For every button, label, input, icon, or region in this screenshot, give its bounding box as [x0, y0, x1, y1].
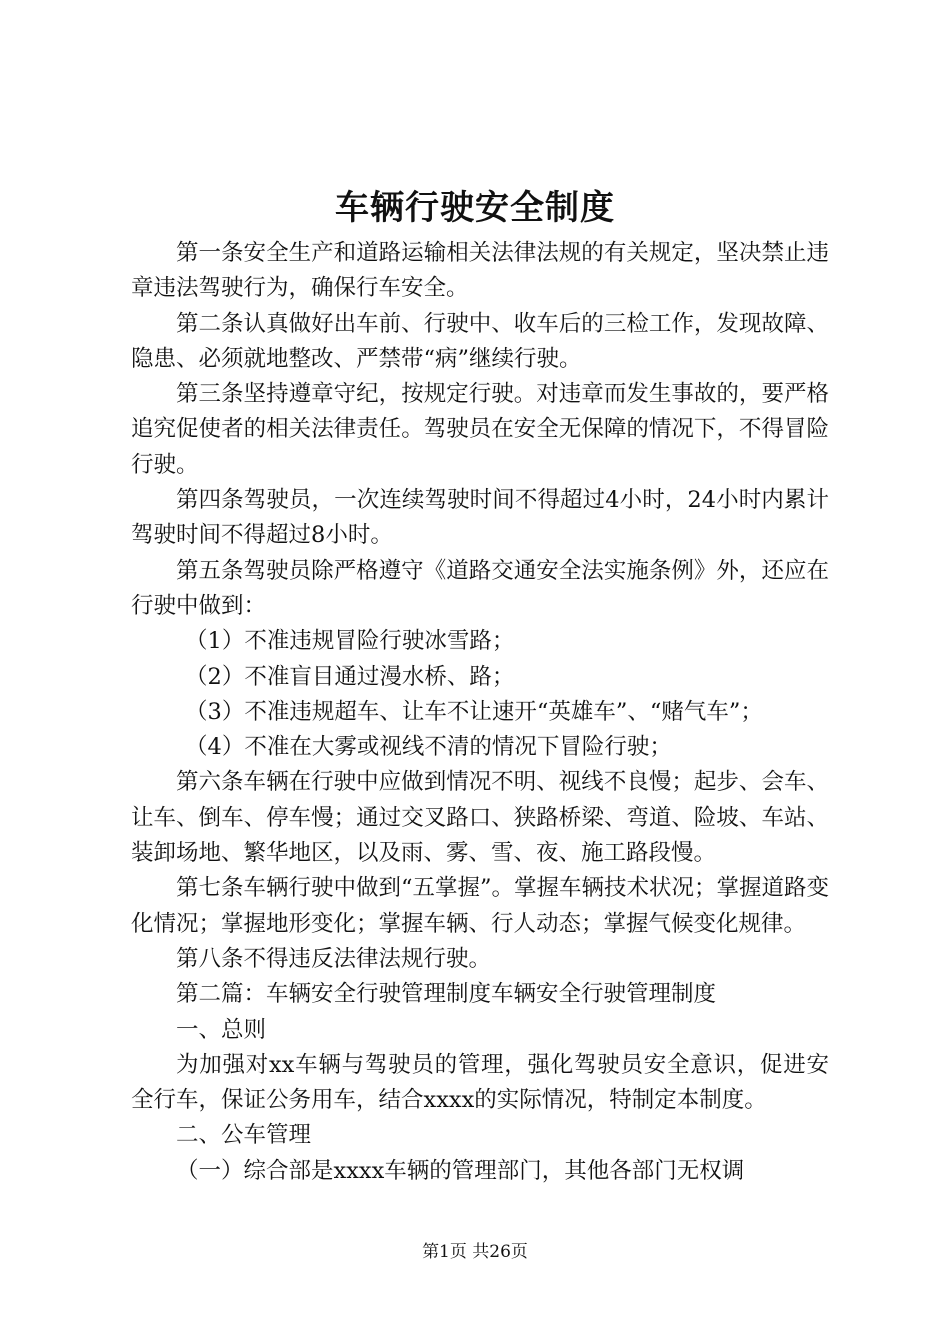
paragraph-management-1: （一）综合部是xxxx车辆的管理部门，其他各部门无权调	[176, 1157, 745, 1184]
paragraph-article-2: 第二条认真做好出车前、行驶中、收车后的三检工作，发现故障、隐患、必须就地整改、严禁带“病”继续行驶。	[131, 310, 829, 372]
paragraph-article-8: 第八条不得违反法律法规行驶。	[176, 945, 492, 972]
list-item-1: （1）不准违规冒险行驶冰雪路；	[185, 628, 515, 655]
paragraph-article-6: 第六条车辆在行驶中应做到情况不明、视线不良慢；起步、会车、让车、倒车、停车慢；通过交叉路口、狭路桥梁、弯道、险坡、车站、装卸场地、繁华地区，以及雨、雾、雪、夜、施工路段慢。	[131, 769, 829, 867]
section-heading-general: 一、总则	[176, 1016, 267, 1043]
list-item-3: （3）不准违规超车、让车不让速开“英雄车”、“赌气车”；	[185, 698, 763, 725]
paragraph-article-7: 第七条车辆行驶中做到“五掌握”。掌握车辆技术状况；掌握道路变化情况；掌握地形变化；掌握车辆、行人动态；掌握气候变化规律。	[131, 875, 830, 937]
list-item-2: （2）不准盲目通过漫水桥、路；	[185, 663, 515, 690]
page-number-footer: 第1页 共26页	[422, 1242, 528, 1262]
list-item-4: （4）不准在大雾或视线不清的情况下冒险行驶；	[185, 734, 672, 761]
section-heading-part-2: 第二篇：车辆安全行驶管理制度车辆安全行驶管理制度	[176, 981, 717, 1008]
section-heading-vehicle-management: 二、公车管理	[176, 1122, 312, 1149]
paragraph-article-1: 第一条安全生产和道路运输相关法律法规的有关规定，坚决禁止违章违法驾驶行为，确保行车安全。	[131, 240, 829, 302]
paragraph-article-4: 第四条驾驶员，一次连续驾驶时间不得超过4小时，24小时内累计驾驶时间不得超过8小时。	[131, 487, 829, 549]
paragraph-article-3: 第三条坚持遵章守纪，按规定行驶。对违章而发生事故的，要严格追究促使者的相关法律责任。驾驶员在安全无保障的情况下，不得冒险行驶。	[131, 381, 829, 478]
paragraph-general: 为加强对xx车辆与驾驶员的管理，强化驾驶员安全意识，促进安全行车，保证公务用车，结合xxxx的实际情况，特制定本制度。	[131, 1051, 829, 1114]
document-title: 车辆行驶安全制度	[335, 188, 615, 228]
paragraph-article-5: 第五条驾驶员除严格遵守《道路交通安全法实施条例》外，还应在行驶中做到：	[131, 557, 829, 619]
document-body	[131, 236, 829, 1189]
